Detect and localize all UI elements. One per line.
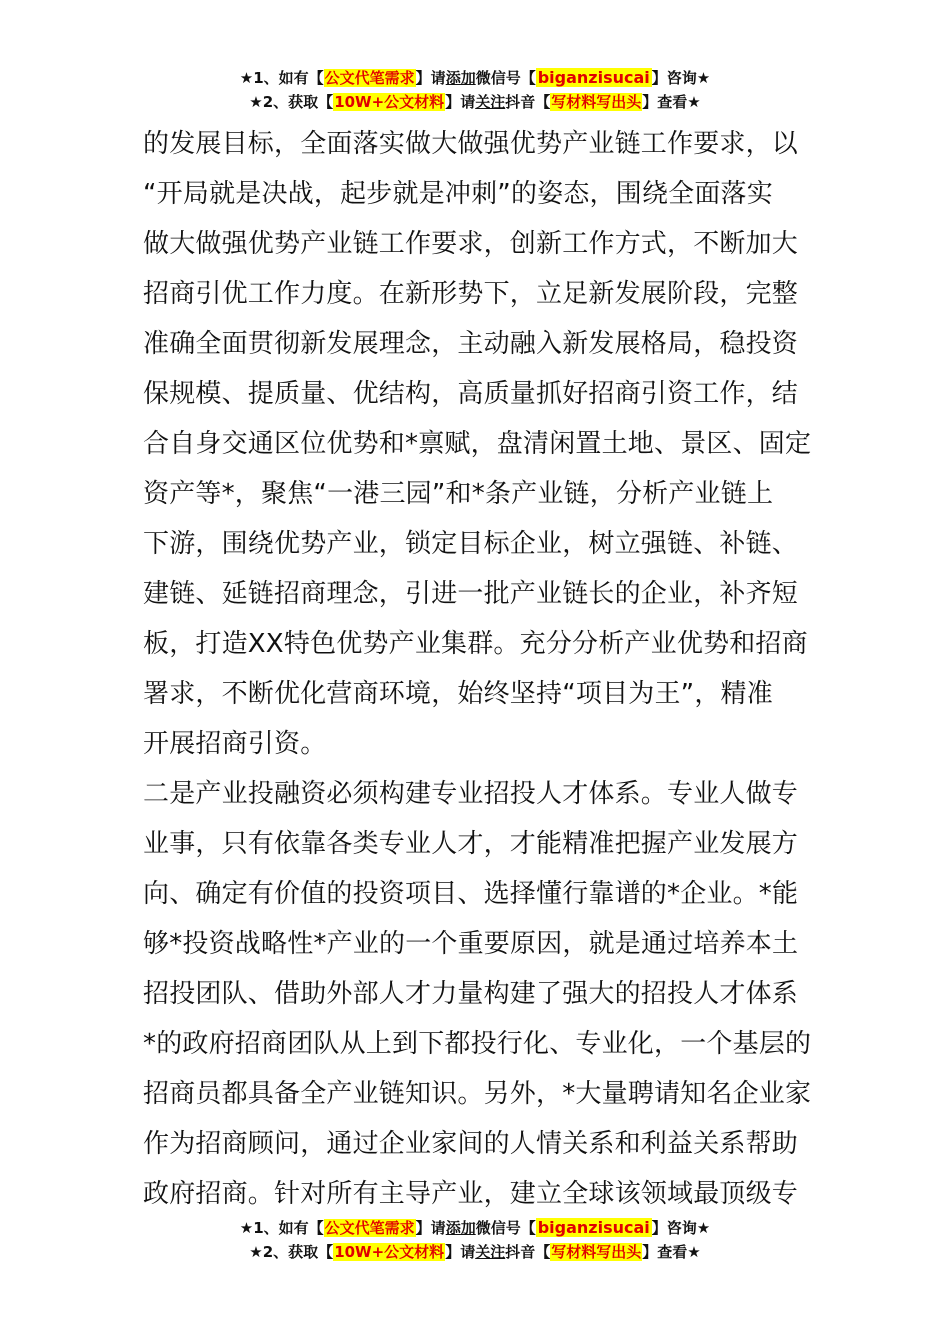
highlight-materials: 10W+公文材料 — [334, 1243, 445, 1261]
banner-text: 关注 — [475, 1243, 506, 1261]
body-line: 保规模、提质量、优结构，高质量抓好招商引资工作，结 — [143, 379, 799, 409]
banner-text: 】查看★ — [642, 1243, 701, 1261]
banner-text: 抖音【 — [505, 93, 551, 111]
banner-text: 】请 — [415, 1219, 446, 1237]
body-line: 招投团队、借助外部人才力量构建了强大的招投人才体系 — [143, 979, 799, 1009]
document-body — [143, 119, 813, 1219]
body-line: 作为招商顾问，通过企业家间的人情关系和利益关系帮助 — [143, 1129, 799, 1159]
highlight-douyin: 写材料写出头 — [551, 93, 642, 111]
banner-text: 】请 — [445, 1243, 476, 1261]
banner-line-1 — [0, 1216, 950, 1240]
banner-text: 】查看★ — [642, 93, 701, 111]
body-line: 够*投资战略性*产业的一个重要原因，就是通过培养本土 — [143, 929, 799, 959]
body-line: 合自身交通区位优势和*禀赋，盘清闲置土地、景区、固定 — [143, 429, 812, 459]
body-line: 业事，只有依靠各类专业人才，才能精准把握产业发展方 — [143, 829, 799, 859]
body-line: 建链、延链招商理念，引进一批产业链长的企业，补齐短 — [143, 579, 799, 609]
body-line: 做大做强优势产业链工作要求，创新工作方式，不断加大 — [143, 229, 799, 259]
highlight-douyin: 写材料写出头 — [551, 1243, 642, 1261]
footer-banner — [0, 1216, 950, 1264]
banner-line-2 — [0, 1240, 950, 1264]
banner-text: ★1、如有【 — [239, 69, 324, 87]
banner-text: 抖音【 — [505, 1243, 551, 1261]
banner-text: ★2、获取【 — [249, 1243, 334, 1261]
banner-text: 】咨询★ — [651, 1219, 711, 1237]
body-line: 资产等*，聚焦“一港三园”和*条产业链，分析产业链上 — [143, 479, 774, 509]
wechat-id: biganzisucai — [537, 68, 650, 87]
banner-line-1 — [0, 66, 950, 90]
body-line: 招商员都具备全产业链知识。另外，*大量聘请知名企业家 — [143, 1079, 812, 1109]
wechat-id: biganzisucai — [537, 1218, 650, 1237]
body-line: 二是产业投融资必须构建专业招投人才体系。专业人做专 — [143, 779, 799, 809]
body-line: 准确全面贯彻新发展理念，主动融入新发展格局，稳投资 — [143, 329, 799, 359]
banner-line-2 — [0, 90, 950, 114]
body-line: 向、确定有价值的投资项目、选择懂行靠谱的*企业。*能 — [143, 879, 799, 909]
body-line: 下游，围绕优势产业，锁定目标企业，树立强链、补链、 — [143, 529, 799, 559]
body-line: 的发展目标，全面落实做大做强优势产业链工作要求，以 — [143, 129, 799, 159]
banner-text: 添加 — [445, 1219, 476, 1237]
body-line: “开局就是决战，起步就是冲刺”的姿态，围绕全面落实 — [143, 179, 773, 209]
body-line: 招商引优工作力度。在新形势下，立足新发展阶段，完整 — [143, 279, 799, 309]
body-line: 板，打造XX特色优势产业集群。充分分析产业优势和招商 — [143, 629, 808, 659]
banner-text: 添加 — [445, 69, 476, 87]
banner-text: ★2、获取【 — [249, 93, 334, 111]
body-line: 开展招商引资。 — [143, 729, 327, 759]
body-line: 政府招商。针对所有主导产业，建立全球该领域最顶级专 — [143, 1179, 799, 1209]
banner-text: 】请 — [415, 69, 446, 87]
body-line: *的政府招商团队从上到下都投行化、专业化，一个基层的 — [143, 1029, 812, 1059]
highlight-service: 公文代笔需求 — [324, 1219, 415, 1237]
body-line: 署求，不断优化营商环境，始终坚持“项目为王”，精准 — [143, 679, 773, 709]
header-banner — [0, 66, 950, 114]
banner-text: 关注 — [475, 93, 506, 111]
banner-text: 微信号【 — [475, 1219, 536, 1237]
banner-text: 微信号【 — [475, 69, 536, 87]
banner-text: 】咨询★ — [651, 69, 711, 87]
highlight-materials: 10W+公文材料 — [334, 93, 445, 111]
banner-text: ★1、如有【 — [239, 1219, 324, 1237]
banner-text: 】请 — [445, 93, 476, 111]
highlight-service: 公文代笔需求 — [324, 69, 415, 87]
